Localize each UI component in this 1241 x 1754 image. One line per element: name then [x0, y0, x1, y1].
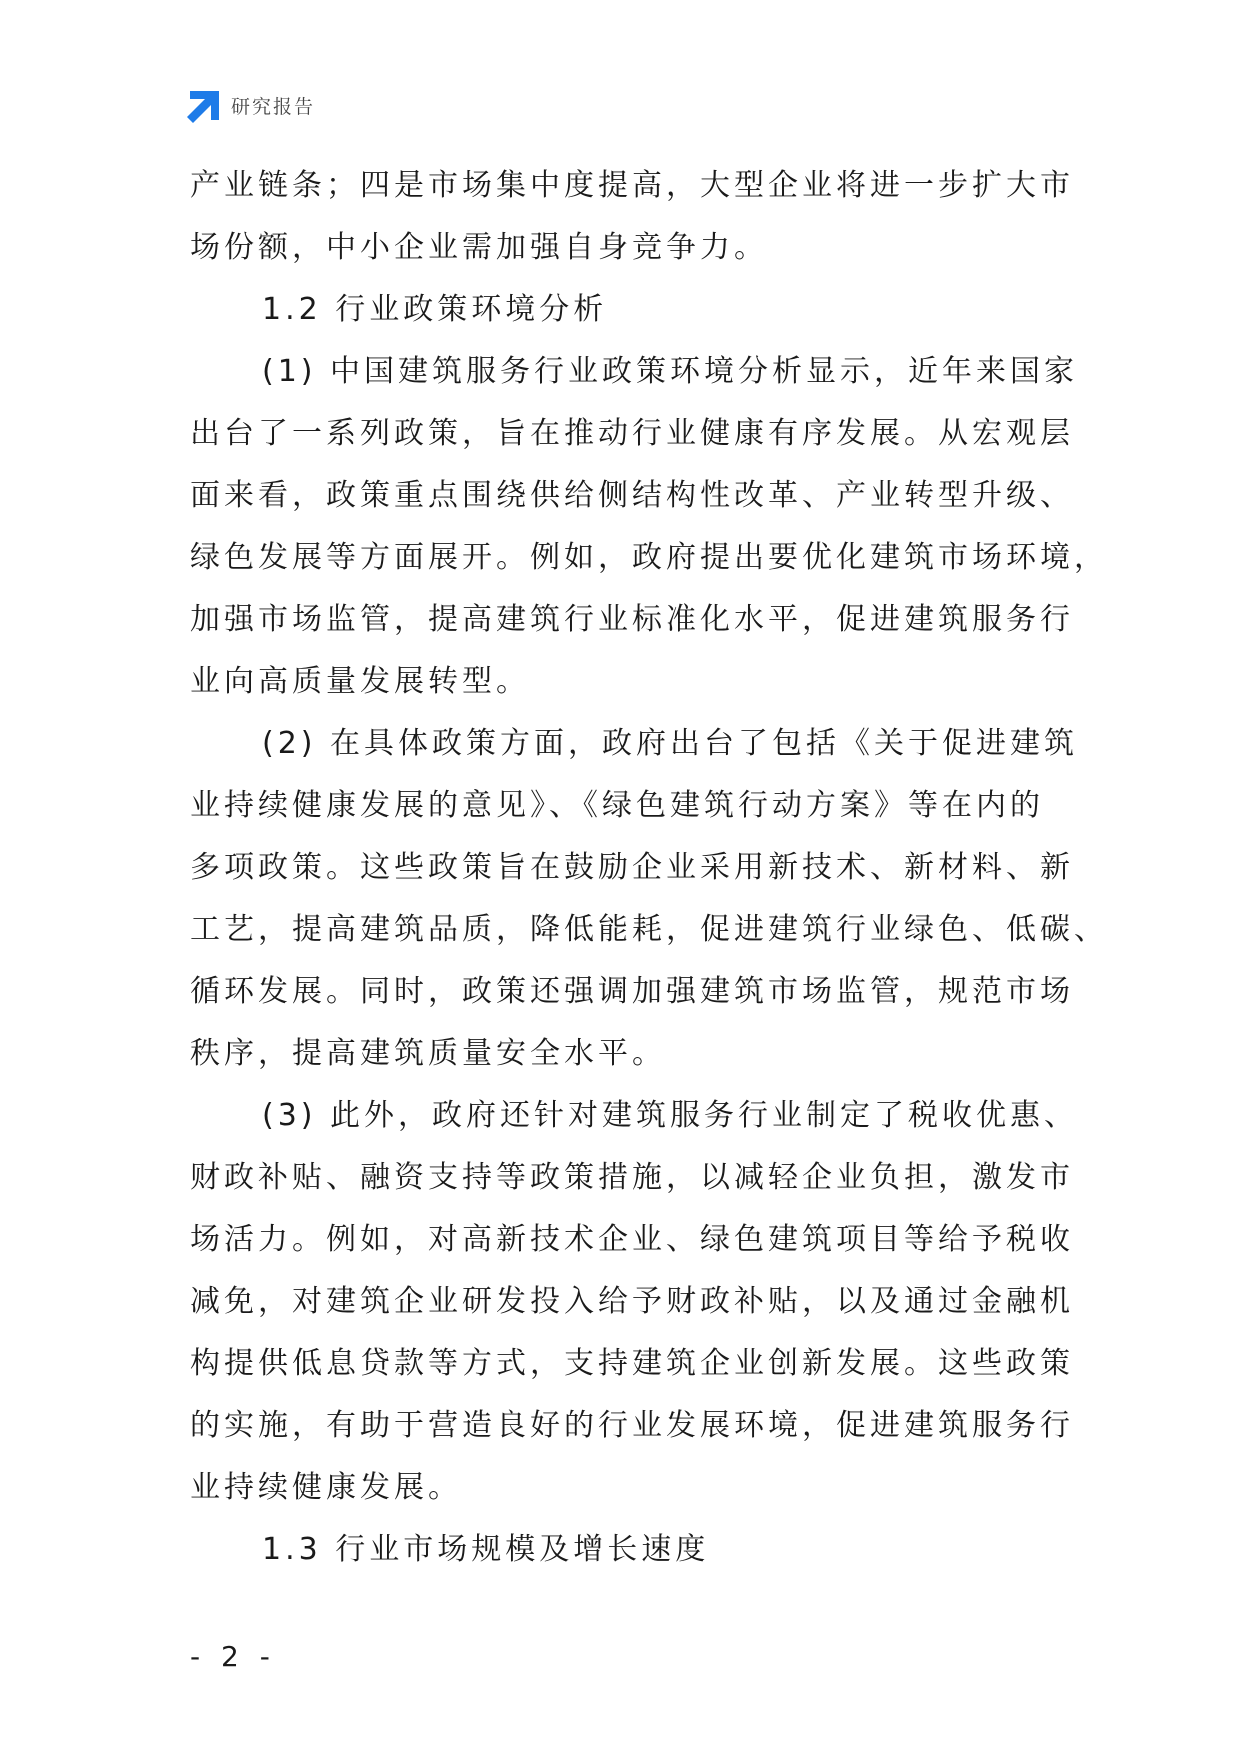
section-heading: 1.3 行业市场规模及增长速度 [262, 1532, 710, 1567]
text-line: 秩序，提高建筑质量安全水平。 [190, 1036, 666, 1071]
text-line: 出台了一系列政策，旨在推动行业健康有序发展。从宏观层 [190, 416, 1074, 451]
arrow-up-right-icon [187, 91, 219, 123]
text-line: 业向高质量发展转型。 [190, 664, 530, 699]
paragraph-first-line: (2) 在具体政策方面，政府出台了包括《关于促进建筑 [262, 726, 1079, 761]
paragraph-first-line: (1) 中国建筑服务行业政策环境分析显示，近年来国家 [262, 354, 1079, 389]
text-line: 产业链条；四是市场集中度提高，大型企业将进一步扩大市 [190, 168, 1074, 203]
paragraph-first-line: (3) 此外，政府还针对建筑服务行业制定了税收优惠、 [262, 1098, 1079, 1133]
text-line: 场份额，中小企业需加强自身竞争力。 [190, 230, 768, 265]
text-line: 场活力。例如，对高新技术企业、绿色建筑项目等给予税收 [190, 1222, 1074, 1257]
section-heading: 1.2 行业政策环境分析 [262, 292, 608, 327]
text-line: 业持续健康发展。 [190, 1470, 462, 1505]
text-line: 加强市场监管，提高建筑行业标准化水平，促进建筑服务行 [190, 602, 1074, 637]
text-line: 多项政策。这些政策旨在鼓励企业采用新技术、新材料、新 [190, 850, 1074, 885]
text-line: 减免，对建筑企业研发投入给予财政补贴，以及通过金融机 [190, 1284, 1074, 1319]
text-line: 绿色发展等方面展开。例如，政府提出要优化建筑市场环境， [190, 540, 1108, 575]
page-number: - 2 - [190, 1640, 276, 1673]
body-text [190, 155, 1108, 1581]
text-line: 业持续健康发展的意见》、《绿色建筑行动方案》等在内的 [190, 788, 1044, 823]
header-title: 研究报告 [231, 96, 316, 118]
text-line: 构提供低息贷款等方式，支持建筑企业创新发展。这些政策 [190, 1346, 1074, 1381]
text-line: 面来看，政策重点围绕供给侧结构性改革、产业转型升级、 [190, 478, 1074, 513]
page-header [187, 90, 315, 124]
text-line: 的实施，有助于营造良好的行业发展环境，促进建筑服务行 [190, 1408, 1074, 1443]
text-line: 财政补贴、融资支持等政策措施，以减轻企业负担，激发市 [190, 1160, 1074, 1195]
text-line: 循环发展。同时，政策还强调加强建筑市场监管，规范市场 [190, 974, 1074, 1009]
text-line: 工艺，提高建筑品质，降低能耗，促进建筑行业绿色、低碳、 [190, 912, 1108, 947]
